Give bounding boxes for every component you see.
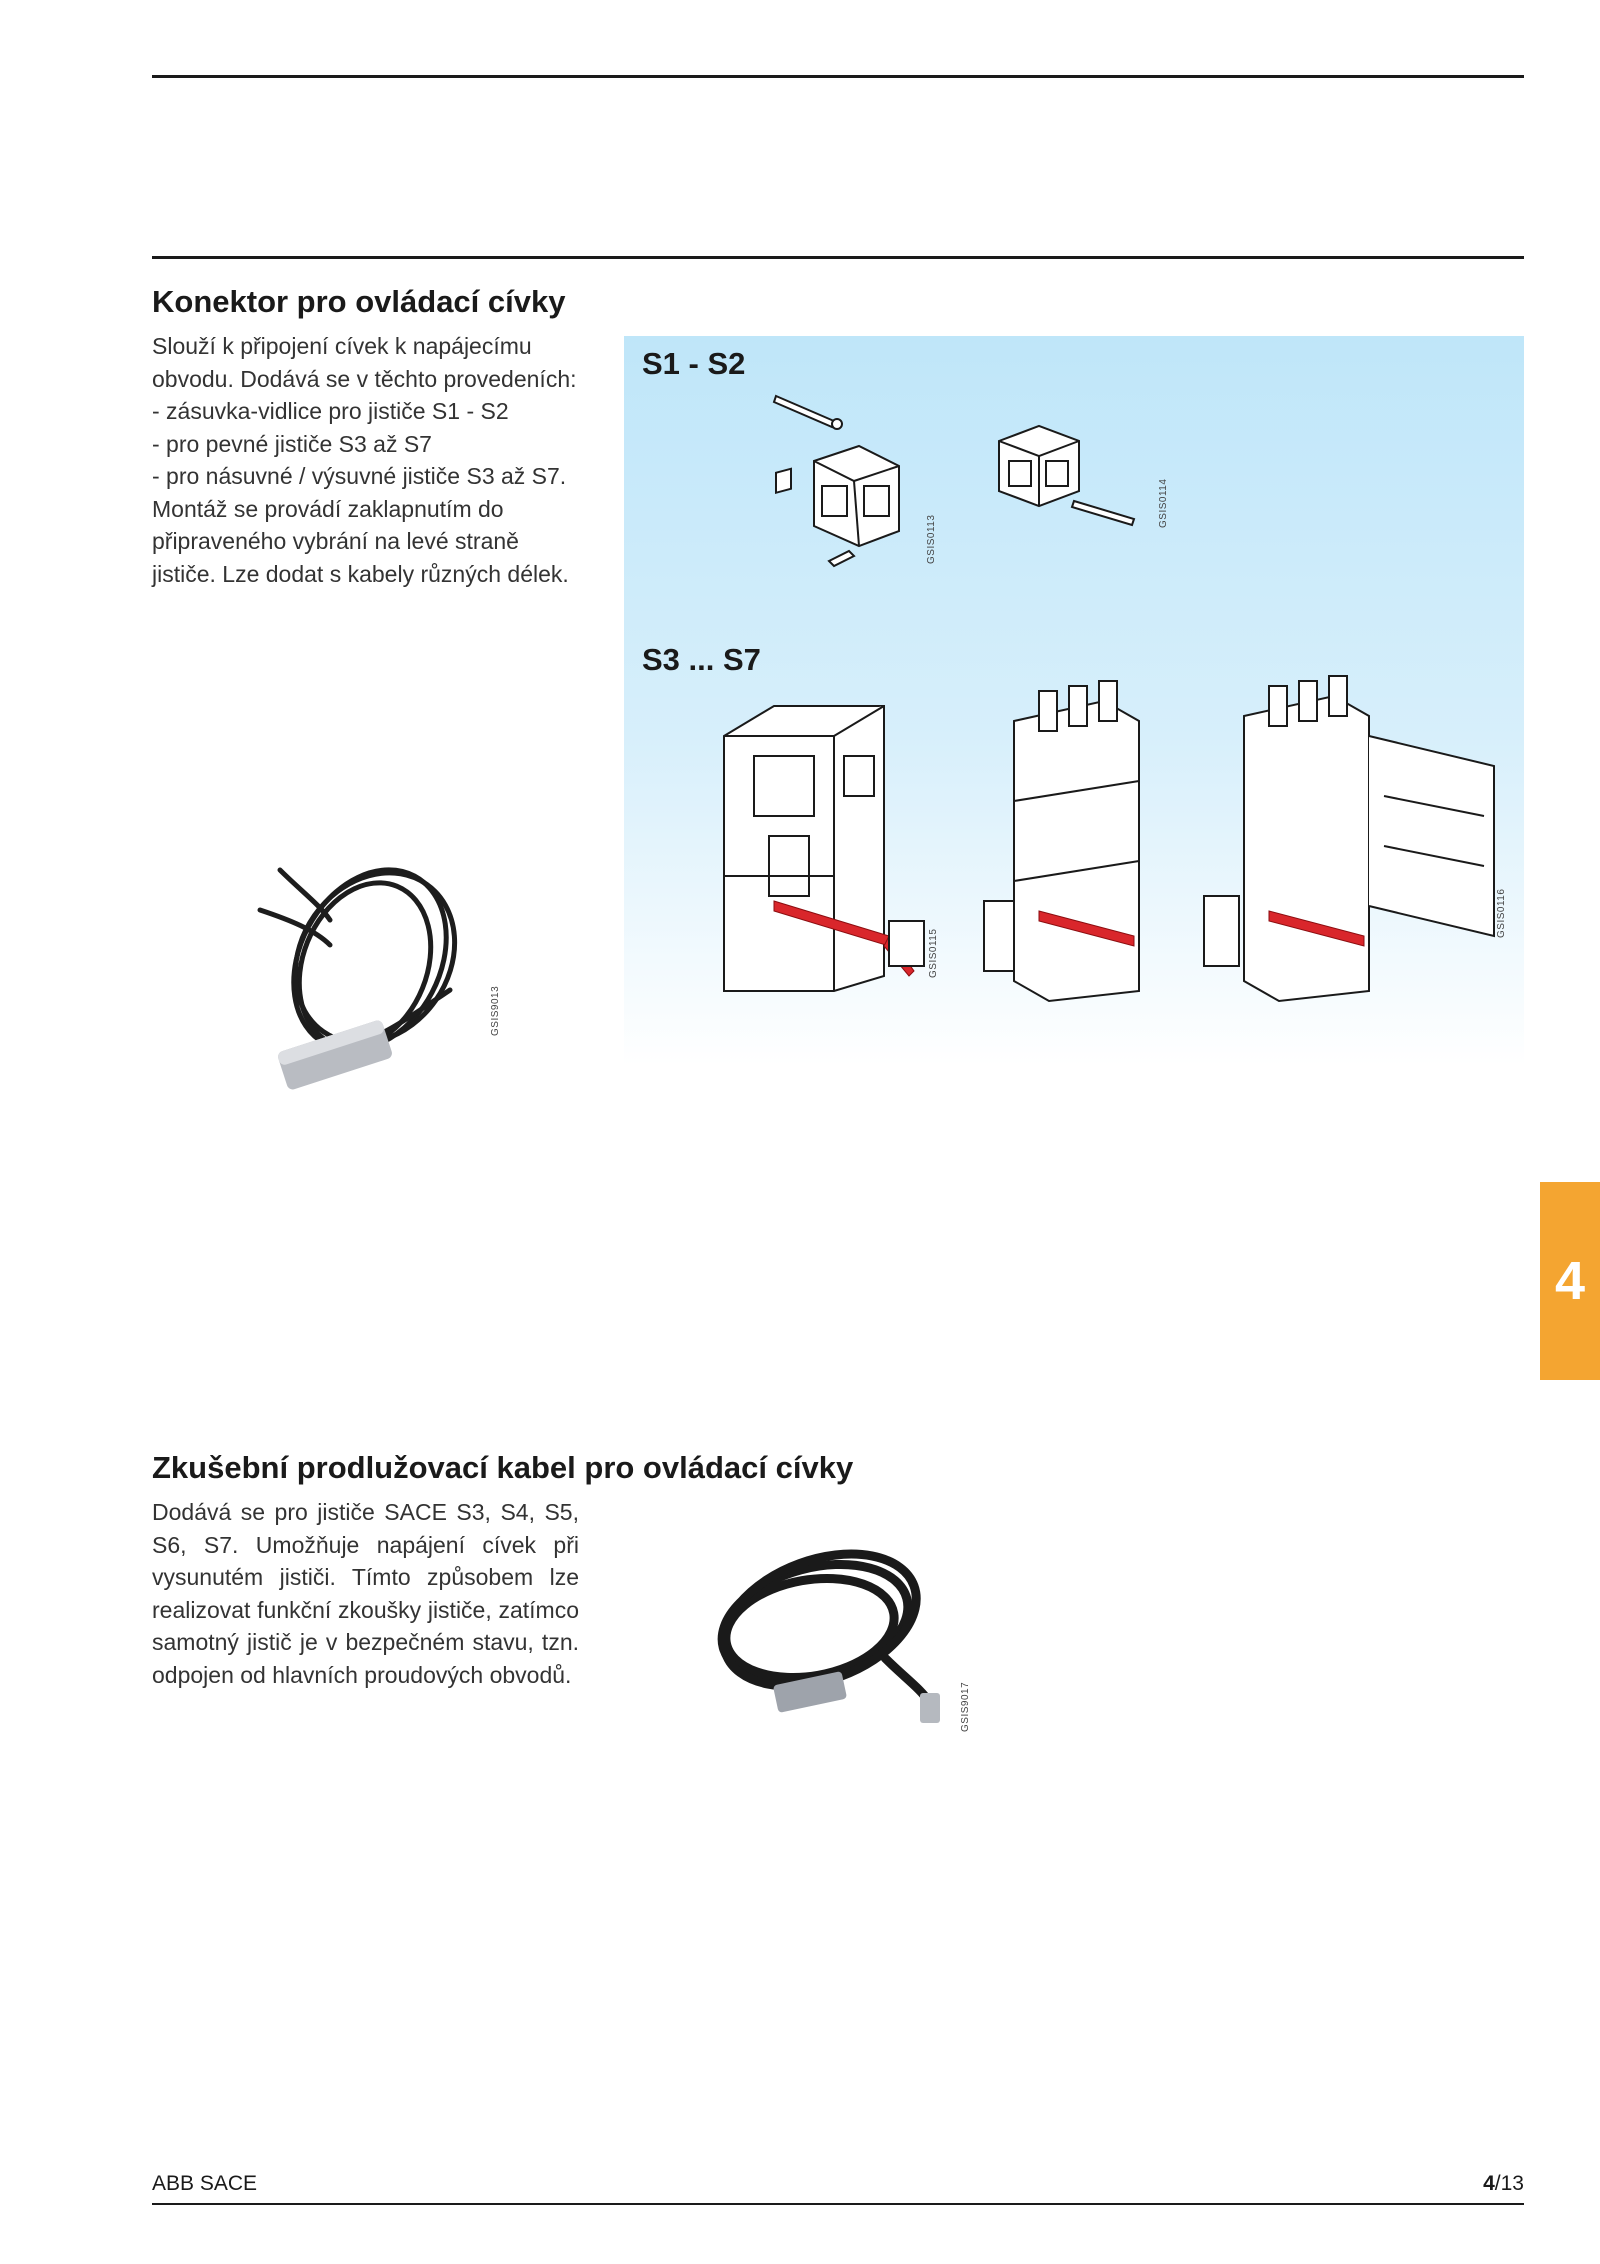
section2-title: Zkušební prodlužovací kabel pro ovládací cívky xyxy=(152,1450,854,1485)
footer-page-chapter: 4 xyxy=(1483,2172,1495,2195)
section2-text xyxy=(152,1496,579,1691)
photo1-ref: GSIS9013 xyxy=(490,985,501,1036)
group1-label: S1 - S2 xyxy=(642,346,746,381)
group2-label: S3 ... S7 xyxy=(642,642,761,677)
extension-cable-photo xyxy=(705,1528,965,1738)
top-rule xyxy=(152,75,1524,78)
section1-variant-1: - zásuvka-vidlice pro jističe S1 - S2 xyxy=(152,398,509,424)
group2-ref-1: GSIS0115 xyxy=(928,928,939,978)
s3-s7-fixed-breaker-illustration xyxy=(714,696,944,996)
diagram-panel xyxy=(624,336,1524,1066)
footer-page-number xyxy=(1483,2172,1524,2196)
section1-mounting: Montáž se provádí zaklapnutím do připraveného vybrání na levé straně jističe. Lze dodat s kabely různých délek. xyxy=(152,495,569,587)
group2-ref-2: GSIS0116 xyxy=(1496,888,1507,938)
photo2-ref: GSIS9017 xyxy=(960,1681,971,1732)
section1-variant-2: - pro pevné jističe S3 až S7 xyxy=(152,430,432,457)
s1-s2-connector-illustration xyxy=(764,391,944,566)
footer-page-rest: /13 xyxy=(1494,2172,1524,2195)
group1-ref-1: GSIS0113 xyxy=(926,514,937,564)
chapter-tab[interactable]: 4 xyxy=(1540,1182,1600,1380)
footer-rule xyxy=(152,2203,1524,2205)
section1-intro: Slouží k připojení cívek k napájecímu obvodu. Dodává se v těchto provedeních: xyxy=(152,333,577,392)
section1-text xyxy=(152,330,584,590)
s3-s7-plugin-base-illustration xyxy=(984,681,1164,1001)
s1-s2-plug-illustration xyxy=(994,421,1144,531)
section1-variant-3: - pro násuvné / výsuvné jističe S3 až S7. xyxy=(152,463,567,489)
section2-paragraph: Dodává se pro jističe SACE S3, S4, S5, S6, S7. Umožňuje napájení cívek při vysunutém jističi. Tímto způsobem lze realizovat funkční zkoušky jističe, zatímco samotný jistič je v bezpečném stavu, tzn. odpojen od hlavních proudových obvodů. xyxy=(152,1499,579,1688)
footer-company: ABB SACE xyxy=(152,2172,258,2195)
group1-ref-2: GSIS0114 xyxy=(1158,478,1169,528)
s3-s7-withdrawable-illustration xyxy=(1204,676,1504,1006)
section-rule xyxy=(152,256,1524,259)
section1-title: Konektor pro ovládací cívky xyxy=(152,284,566,319)
connector-cable-photo xyxy=(220,850,490,1100)
